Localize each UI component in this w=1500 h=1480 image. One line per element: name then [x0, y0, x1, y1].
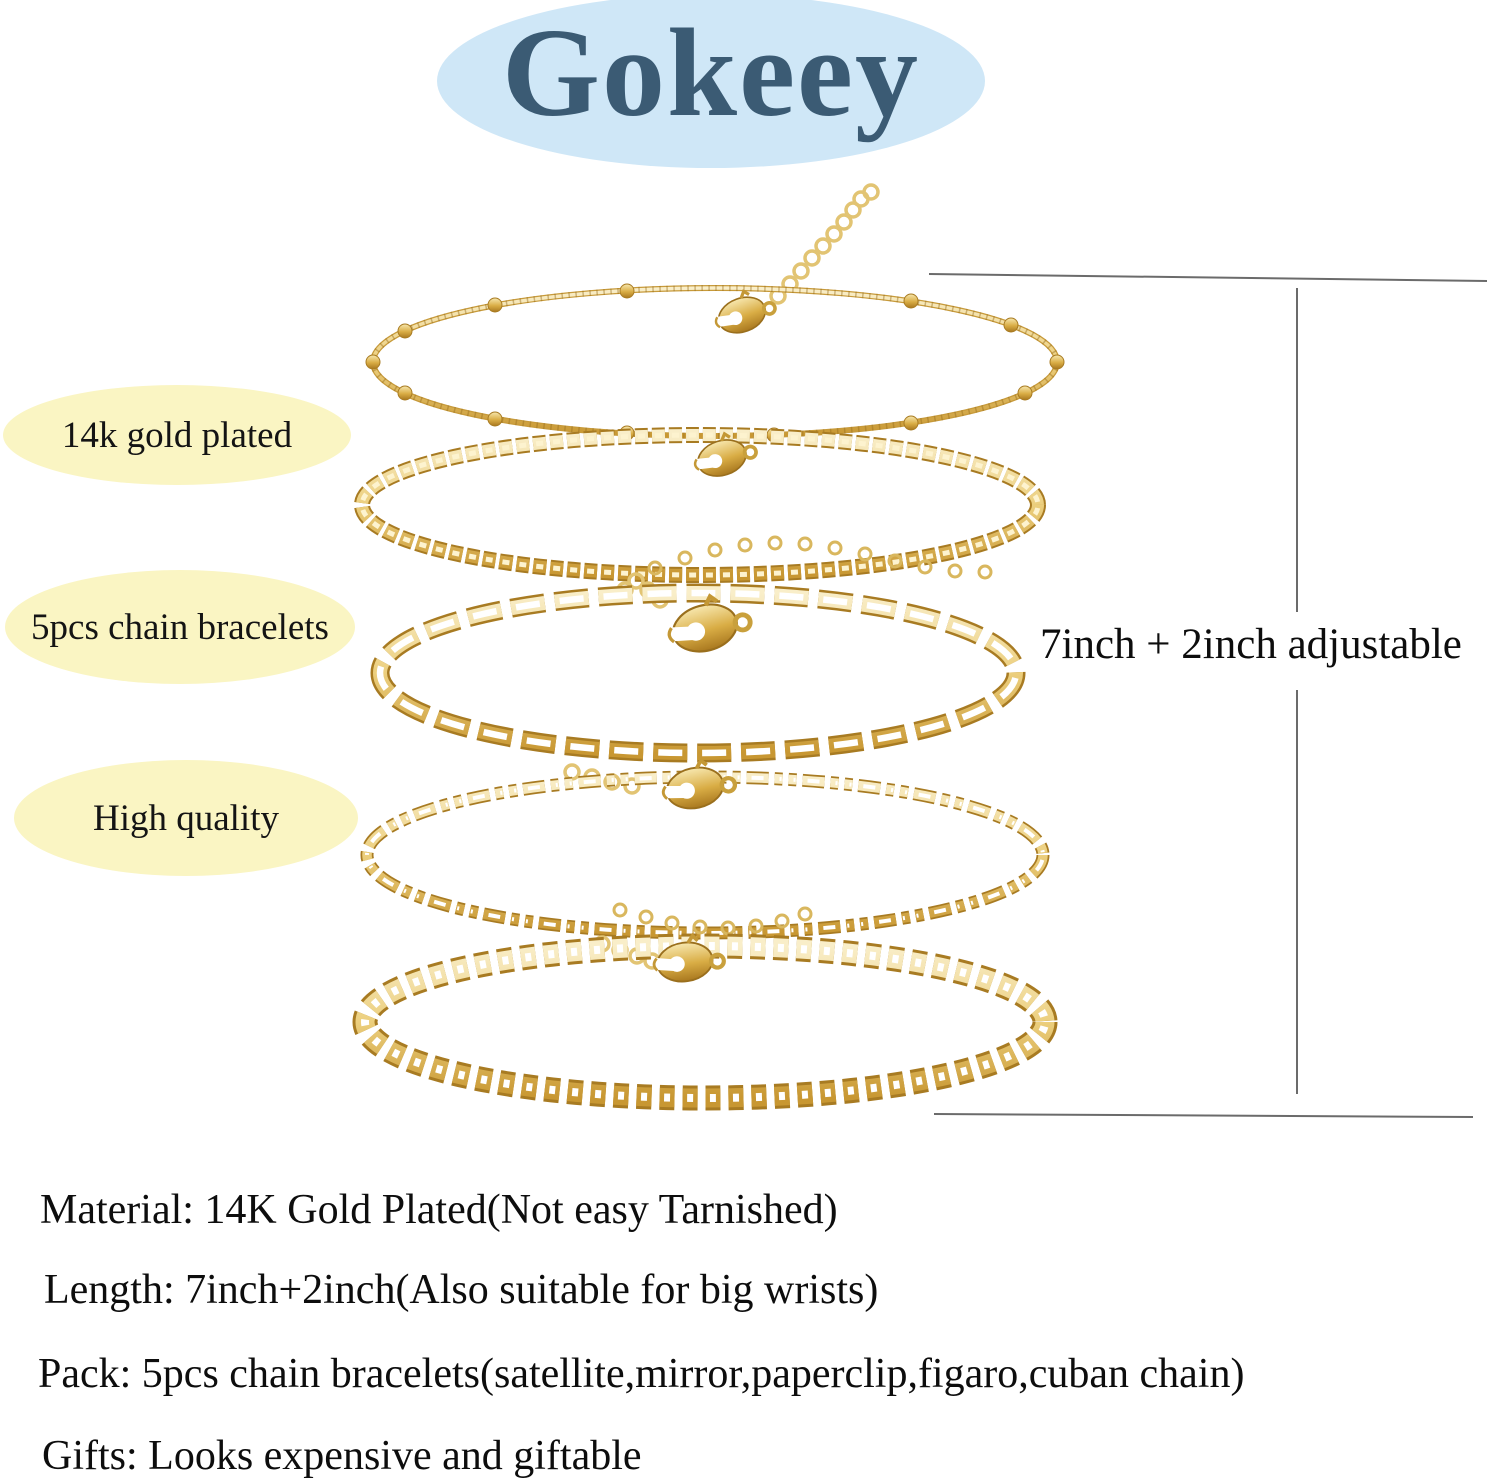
lobster-clasp-icon	[658, 755, 738, 815]
bracelet-satellite-chain	[366, 185, 1064, 442]
bracelet-cuban-chain	[365, 932, 1045, 1098]
feature-badge-label: 5pcs chain bracelets	[31, 606, 329, 648]
feature-badge-label: 14k gold plated	[61, 414, 293, 456]
brand-name: Gokeey	[502, 4, 920, 143]
spec-length: Length: 7inch+2inch(Also suitable for big wrists)	[44, 1267, 879, 1313]
bracket-bottom-line	[934, 1114, 1473, 1117]
bracket-top-line	[929, 274, 1487, 281]
extender-chain	[771, 185, 878, 303]
measurement-label: 7inch + 2inch adjustable	[1040, 621, 1462, 668]
spec-material: Material: 14K Gold Plated(Not easy Tarnished)	[40, 1187, 838, 1233]
bracelet-figaro-chain	[367, 755, 1043, 934]
feature-badge-label: High quality	[92, 797, 279, 839]
bracelet-paperclip-chain	[380, 574, 1016, 753]
spec-gifts: Gifts: Looks expensive and giftable	[42, 1433, 642, 1479]
spec-pack: Pack: 5pcs chain bracelets(satellite,mirror,paperclip,figaro,cuban chain)	[38, 1351, 1245, 1397]
bracelet-mirror-chain	[362, 426, 1038, 578]
extender-chain	[649, 537, 991, 578]
